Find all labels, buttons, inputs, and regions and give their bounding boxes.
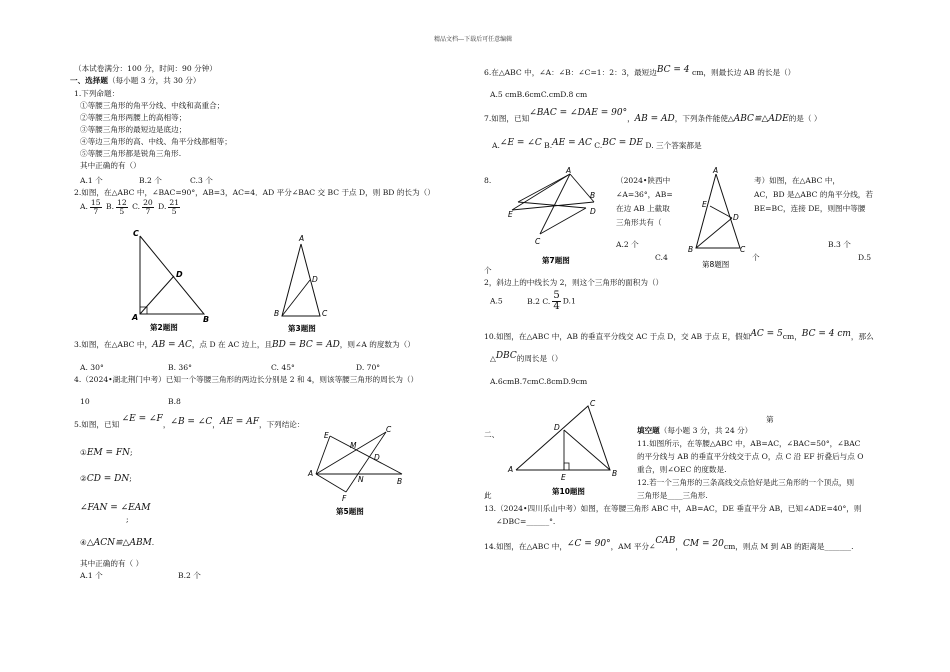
q6-stem-part1: 6.在△ABC 中，∠A：∠B：∠C=1：2：3，最短边: [484, 68, 657, 77]
q5-stem-part1: 5.如图，已知: [74, 420, 120, 429]
fig3-label-d: D: [312, 275, 318, 284]
q5-item-2: ②CD = DN;: [80, 474, 132, 484]
q2-option-d-letter: D.: [158, 202, 167, 212]
q8-mid-4: 三角形共有（: [616, 218, 662, 227]
fig2-caption: 第2题图: [150, 323, 178, 332]
q1-option-c: C.3 个: [190, 176, 213, 185]
q6-stem-part2: cm，则最长边 AB 的长是（）: [689, 68, 796, 77]
q1-stem: 1.下列命题：: [74, 89, 120, 98]
q5-item-1-num: ①: [80, 448, 87, 457]
q9-options: [490, 291, 576, 312]
q10-unit1: cm，: [782, 332, 802, 341]
q7-stem-part3: 的是（ ）: [788, 114, 822, 123]
q2-option-c-letter: C.: [132, 202, 141, 212]
q8-mid-1: （2024•陕西中: [616, 176, 671, 185]
fig10-label-d: D: [554, 423, 560, 432]
q2-option-a-letter: A.: [80, 202, 88, 212]
fig5-label-e: E: [324, 431, 329, 440]
q14-eq1: ∠C = 90°: [566, 539, 611, 549]
q14-stem: 14.如图，在△ABC 中，∠C = 90°，AM 平分∠CAB，CM = 20cm，则点 M 到 AB 的距离是_______.: [484, 536, 854, 551]
q7-stem: 7.如图，已知∠BAC = ∠DAE = 90°，AB = AD，下列条件能使△ABC≌△ADE的是（ ）: [484, 108, 822, 124]
fig7-label-e: E: [508, 210, 513, 219]
q2-option-b-letter: B.: [106, 202, 114, 212]
q7-stem-part1: 7.如图，已知: [484, 114, 530, 123]
q2-option-c-num: 20: [143, 198, 153, 207]
q7-option-b: B.: [544, 141, 553, 150]
q5-item-3-sep: ;: [126, 515, 129, 524]
q13-line-2: ∠DBC=______°.: [496, 517, 556, 526]
fig3-label-c: C: [322, 309, 328, 318]
q2-option-a-den: 7: [93, 206, 99, 216]
fig5-label-d: D: [374, 453, 380, 462]
fig3-caption: 第3题图: [288, 324, 316, 333]
fig10-label-b: B: [612, 469, 618, 478]
q1-item-3: ③等腰三角形的最短边是底边；: [80, 125, 187, 134]
q2-option-a-num: 15: [90, 198, 101, 207]
q7-eq2: AB = AD: [634, 114, 675, 124]
q10-options: A.6cmB.7cmC.8cmD.9cm: [490, 377, 588, 386]
fig8-triangle: [696, 174, 740, 248]
q2-option-a-frac: [90, 199, 102, 215]
q5-stem: 5.如图，已知 ∠E = ∠F，∠B = ∠C，AE = AF，下列结论：: [74, 414, 305, 429]
q7-stem-part2: ，下列条件能使△: [674, 114, 734, 123]
fig5-line-af: [316, 474, 346, 492]
q5-eq2: ∠B = ∠C: [170, 417, 213, 427]
q2-options: [80, 199, 182, 215]
q8-number: 8.: [484, 176, 492, 185]
q5-item-1: ①EM = FN;: [80, 448, 133, 458]
fig2-label-b: B: [203, 315, 210, 324]
q14-stem-part1: 14.如图，在△ABC 中，: [484, 542, 567, 551]
q1-ask: 其中正确的有（）: [80, 161, 141, 170]
fig2-label-c: C: [133, 229, 139, 238]
q6-stem: [484, 65, 796, 79]
fig5-label-b: B: [397, 477, 403, 486]
q2-option-b-num: 12: [117, 198, 127, 207]
q9-frac-num: 5: [553, 290, 560, 301]
q9-option-b: B.2 C.: [527, 296, 551, 306]
q8-suffix-1: 个: [484, 266, 492, 275]
q9-stem: 2，斜边上的中线长为 2，则这个三角形的面积为（）: [484, 278, 664, 287]
q5-item-4-eq: △ACN≌△ABM: [86, 538, 152, 548]
fig2-triangle: [140, 236, 204, 314]
figure-q7: [502, 164, 610, 270]
q5-option-a: A.1 个: [80, 571, 103, 580]
fig7-label-b: B: [590, 191, 596, 200]
figure-q2: [128, 228, 218, 338]
q10-eq2: BC = 4 cm: [801, 329, 851, 339]
q14-eq2: CAB: [655, 536, 676, 546]
q9-option-c-frac: [552, 291, 560, 312]
fig10-caption: 第10题图: [552, 487, 585, 496]
q8-mid-3: 在边 AB 上截取: [616, 204, 670, 213]
fig3-segment-bd: [282, 280, 310, 316]
q11-line-1: 11.如图所示，在等腰△ABC 中，AB=AC，∠BAC=50°，∠BAC: [637, 439, 861, 448]
q9-option-a: A.5: [490, 296, 503, 306]
fig10-label-a: A: [508, 465, 514, 474]
q8-suffix-2: 个: [752, 253, 760, 262]
q11-line-3: 重合，则∠OEC 的度数是.: [637, 465, 727, 474]
q8-right-2: AC，BD 是△ABC 的角平分线，若: [754, 190, 873, 199]
fig7-line-ba: [518, 174, 570, 202]
q7-option-b-eq: AE = AC: [552, 138, 592, 148]
q2-option-c-den: 7: [145, 206, 151, 216]
q14-stem-part3: cm，则点 M 到 AB 的距离是_______.: [723, 542, 854, 551]
q8-option-b: B.3 个: [828, 240, 851, 249]
q2-option-c-frac: [142, 199, 154, 215]
fig3-label-b: B: [274, 309, 280, 318]
q10-prefix: △: [490, 354, 496, 363]
fig5-label-c: C: [386, 425, 392, 434]
q4-option-1: 10: [80, 397, 90, 406]
q3-option-c: C. 45°: [271, 363, 295, 372]
q6-eq: BC = 4: [656, 65, 690, 75]
q4-stem: 4.（2024•湖北荆门中考）已知一个等腰三角形的两边长分别是 2 和 4，则该等腰三角形的周长为（）: [74, 375, 419, 384]
q2-stem: 2.如图，在△ABC 中，∠BAC=90°，AB=3，AC=4．AD 平分∠BAC 交 BC 于点 D，则 BD 的长为（）: [74, 188, 435, 197]
figure-q10: [506, 396, 626, 500]
q3-stem-part1: 3.如图，在△ABC 中，: [74, 340, 153, 349]
fig10-triangle: [516, 406, 610, 470]
q10-stem-part3: 的周长是（）: [516, 354, 563, 363]
q10-stem-line2: [490, 351, 563, 365]
q1-option-b: B.2 个: [139, 176, 162, 185]
q14-eq3: CM = 20: [683, 539, 724, 549]
q12-line-1: 12.若一个三角形的三条高线交点恰好是此三角形的一个顶点，则: [637, 478, 855, 487]
q10-stem: [484, 329, 874, 343]
q7-option-a-eq: ∠E = ∠C: [499, 138, 542, 148]
q7-option-a: A.: [492, 141, 500, 150]
q2-option-b-frac: [116, 199, 128, 215]
q5-ask: 其中正确的有（ ）: [80, 559, 144, 568]
section2-ci: 此: [484, 491, 492, 500]
q5-option-b: B.2 个: [178, 571, 201, 580]
fig7-label-c: C: [535, 237, 541, 246]
page-header: 精品文档---下载后可任意编辑: [434, 36, 513, 43]
q10-stem-part1: 10.如图，在△ABC 中，AB 的垂直平分线交 AC 于点 D，交 AB 于点 E，假如: [484, 332, 751, 341]
q10-stem-part2: ，那么: [850, 332, 874, 341]
section2-di: 第: [766, 415, 774, 424]
fig7-caption: 第7题图: [542, 256, 570, 265]
q3-stem-part3: ，则∠A 的度数为（）: [339, 340, 415, 349]
q7-options: [492, 138, 702, 152]
q5-item-3: [80, 503, 150, 514]
fig5-line-eb: [330, 436, 402, 474]
fig8-label-e: E: [702, 200, 707, 209]
q2-option-d-den: 5: [171, 206, 177, 216]
fig7-label-a: A: [566, 166, 572, 175]
q8-option-a: A.2 个: [616, 240, 639, 249]
q8-option-d: D.5: [858, 253, 872, 262]
q5-item-3-eq: ∠FAN = ∠EAM: [80, 503, 151, 513]
figure-q5: [304, 424, 408, 516]
q14-stem-part2: ，AM 平分∠: [610, 542, 656, 551]
q2-option-b-den: 5: [119, 206, 125, 216]
figure-q3: [268, 232, 338, 338]
section2-note: （每小题 3 分，共 24 分）: [659, 426, 753, 435]
q12-line-2: 三角形是____三角形.: [637, 491, 708, 500]
q5-item-4-num: ④: [80, 538, 87, 547]
fig8-label-c: C: [740, 245, 746, 254]
q5-stem-part2: ，下列结论：: [258, 420, 305, 429]
fig8-label-d: D: [733, 213, 739, 222]
q5-eq1: ∠E = ∠F: [121, 414, 163, 424]
q8-right-3: BE=BC，连接 DE，则图中等腰: [754, 204, 866, 213]
exam-info: （本试卷满分：100 分，时间：90 分钟）: [74, 64, 217, 73]
fig10-label-c: C: [590, 399, 596, 408]
q3-option-b: B. 36°: [168, 363, 192, 372]
fig8-label-b: B: [688, 245, 694, 254]
q8-option-c: C.4: [655, 253, 668, 262]
q5-item-2-num: ②: [80, 474, 87, 483]
fig8-line-bd: [696, 218, 732, 248]
q5-item-4: ④△ACN≌△ABM.: [80, 538, 155, 548]
q7-eq1: ∠BAC = ∠DAE = 90°: [529, 108, 628, 118]
q1-item-2: ②等腰三角形两腰上的高相等；: [80, 113, 187, 122]
q1-option-a: A.1 个: [80, 176, 103, 185]
q7-option-d: D. 三个答案都是: [645, 141, 702, 150]
fig5-caption: 第5题图: [336, 507, 364, 516]
q7-eq3: ABC≌△ADE: [733, 114, 789, 124]
q3-stem-part2: ，点 D 在 AC 边上，且: [191, 340, 273, 349]
fig5-label-m: M: [350, 441, 357, 450]
fig5-label-n: N: [358, 475, 364, 484]
fig2-label-d: D: [176, 270, 183, 279]
q5-item-1-eq: EM = FN: [86, 448, 130, 458]
section2-title: 填空题: [637, 426, 660, 435]
q7-option-c: C.: [594, 141, 603, 150]
q3-eq1: AB = AC: [152, 340, 192, 350]
q3-option-a: A. 30°: [80, 363, 104, 372]
q6-options: A.5 cmB.6cmC.cmD.8 cm: [490, 90, 588, 99]
q8-mid-2: ∠A=36°，AB=: [616, 190, 673, 199]
figure-q8: [686, 166, 748, 272]
q10-eq1: AC = 5: [750, 329, 783, 339]
q9-frac-den: 4: [553, 301, 560, 312]
q1-item-1: ①等腰三角形的角平分线、中线和高重合；: [80, 101, 225, 110]
q2-option-d-num: 21: [169, 198, 180, 207]
fig3-label-a: A: [299, 234, 305, 243]
section1-title: 一、选择题: [70, 76, 108, 85]
fig5-label-f: F: [342, 494, 347, 503]
fig8-caption: 第8题图: [702, 260, 730, 269]
section1-heading: [70, 76, 200, 85]
q5-item-2-eq: CD = DN: [86, 474, 130, 484]
q3-eq2: BD = BC = AD: [272, 340, 340, 350]
fig2-bisector: [140, 276, 174, 314]
fig10-label-e: E: [561, 473, 566, 482]
q5-eq3: AE = AF: [219, 417, 259, 427]
q1-item-4: ④等边三角形的高、中线、角平分线都相等；: [80, 137, 232, 146]
fig5-label-a: A: [308, 469, 314, 478]
q1-item-5: ⑤等腰三角形都是锐角三角形.: [80, 149, 182, 158]
section1-note: （每小题 3 分，共 30 分）: [107, 76, 201, 85]
fig5-line-ae: [316, 436, 330, 474]
fig2-label-a: A: [132, 313, 139, 322]
fig10-right-angle: [564, 463, 569, 470]
q8-right-1: 考）如图，在△ABC 中，: [754, 176, 841, 185]
section2-heading: [637, 426, 752, 435]
q2-option-d-frac: [168, 199, 180, 215]
fig7-line-bx: [518, 202, 586, 208]
q9-option-d: D.1: [562, 296, 576, 306]
q10-eq3: DBC: [495, 351, 517, 361]
q3-stem: [74, 340, 415, 351]
q3-option-d: D. 70°: [356, 363, 381, 372]
section2-prefix: 二、: [484, 430, 500, 439]
q13-line-1: 13.（2024•四川乐山中考）如图，在等腰三角形 ABC 中，AB=AC，DE 垂直平分 AB，已知∠ADE=40°，则: [484, 504, 862, 513]
fig7-label-d: D: [590, 207, 596, 216]
q11-line-2: 的平分线与 AB 的垂直平分线交于点 O，点 C 沿 EF 折叠后与点 O: [637, 452, 864, 461]
q7-option-c-eq: BC = DE: [602, 138, 643, 148]
fig8-label-a: A: [713, 166, 719, 175]
q4-option-2: B.8: [168, 397, 181, 406]
